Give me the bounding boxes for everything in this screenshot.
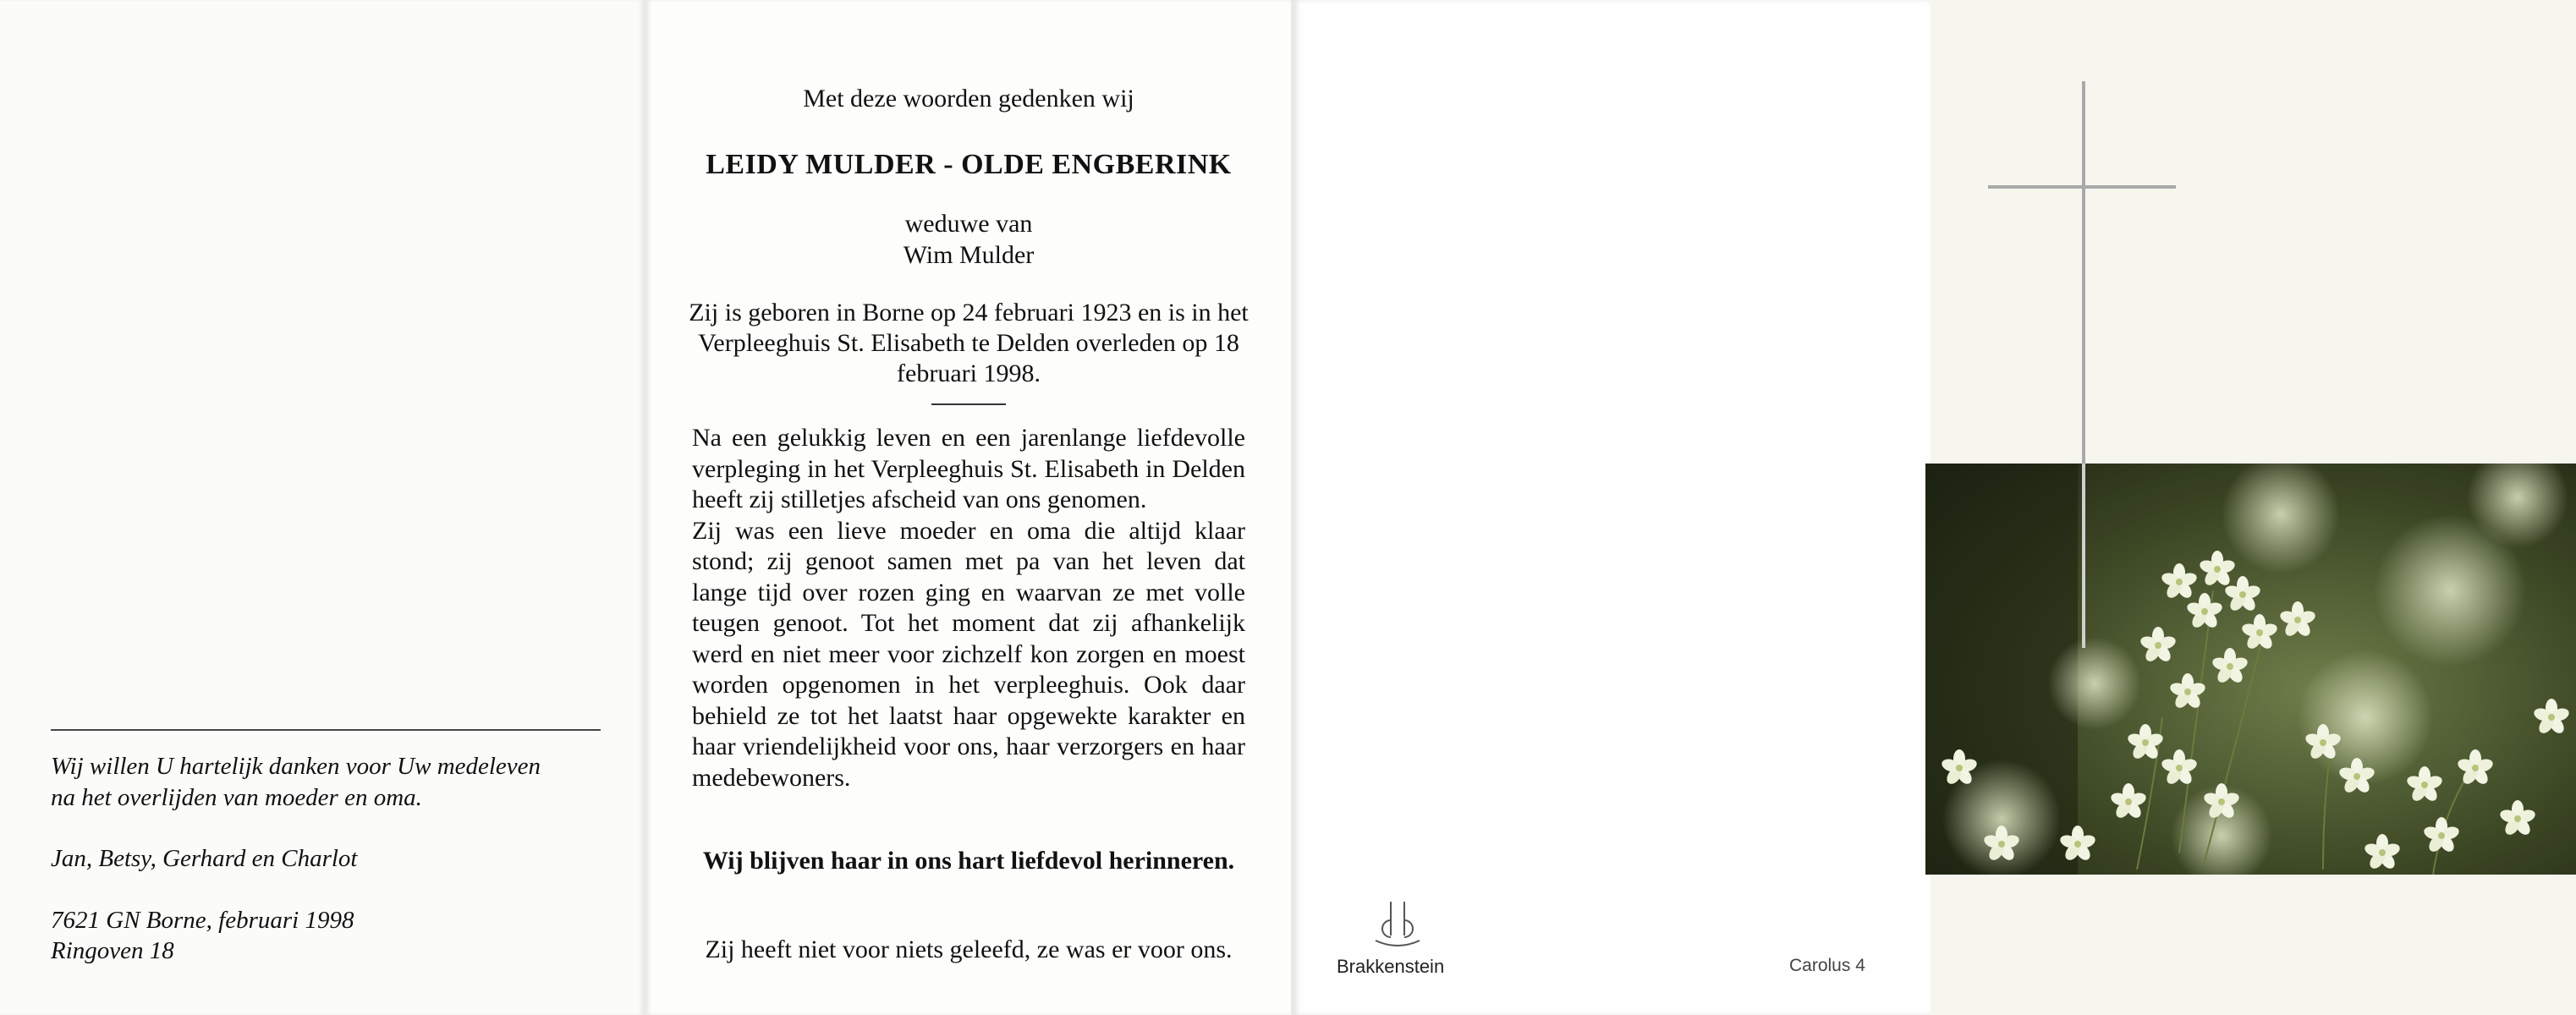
widow-line-2: Wim Mulder	[903, 241, 1035, 269]
flower-photo	[1925, 464, 2576, 875]
publisher-name: Brakkenstein	[1337, 956, 1445, 977]
thanks-line-1: Wij willen U hartelijk danken voor Uw medeleven	[51, 753, 541, 780]
paragraph-2: Zij was een lieve moeder en oma die altijd klaar stond; zij genoot samen met pa van het leven dat lange tijd over rozen ging en waarvan ze met volle teugen genoot. Tot het moment dat zij afhankelijk werd en niet meer voor zichzelf kon zorgen en moest worden opgenomen in het verpleeghuis. Ook daar behield ze tot het laatst haar opgewekte karakter en haar vriendelijkheid voor ons, haar verzorgers en haar medebewoners.	[692, 516, 1245, 792]
flowers-image	[1925, 464, 2576, 875]
family-names: Jan, Betsy, Gerhard en Charlot	[51, 845, 358, 872]
memorial-body	[692, 423, 1245, 793]
cross-stem-on-photo	[2082, 464, 2085, 648]
paragraph-1: Na een gelukkig leven en een jarenlange liefdevolle verpleging in het Verpleeghuis St. Elisabeth in Delden heeft zij stilletjes afscheid van ons genomen.	[692, 424, 1245, 513]
back-panel	[1294, 0, 1931, 1015]
thanks-line-2: na het overlijden van moeder en oma.	[51, 784, 422, 811]
widow-of	[689, 208, 1249, 271]
birth-death-text: Zij is geboren in Borne op 24 februari 1923 en is in het Verpleeghuis St. Elisabeth te Delden overleden op 18 februari 1998.	[689, 299, 1249, 387]
final-text: Zij heeft niet voor niets geleefd, ze was er voor ons.	[705, 935, 1233, 963]
deceased-name: LEIDY MULDER - OLDE ENGBERINK	[706, 149, 1232, 180]
brakkenstein-logo-icon	[1372, 898, 1423, 952]
series-label: Carolus 4	[1789, 956, 1865, 975]
address-line-1: 7621 GN Borne, februari 1998	[51, 907, 354, 934]
address-line-2: Ringoven 18	[51, 937, 174, 964]
closing-text: Wij blijven haar in ons hart liefdevol herinneren.	[702, 847, 1235, 875]
intro-text: Met deze woorden gedenken wij	[803, 85, 1134, 112]
cross-bar	[1988, 185, 2176, 189]
widow-line-1: weduwe van	[904, 210, 1033, 238]
section-divider	[931, 403, 1006, 405]
thanks-divider	[51, 729, 601, 731]
